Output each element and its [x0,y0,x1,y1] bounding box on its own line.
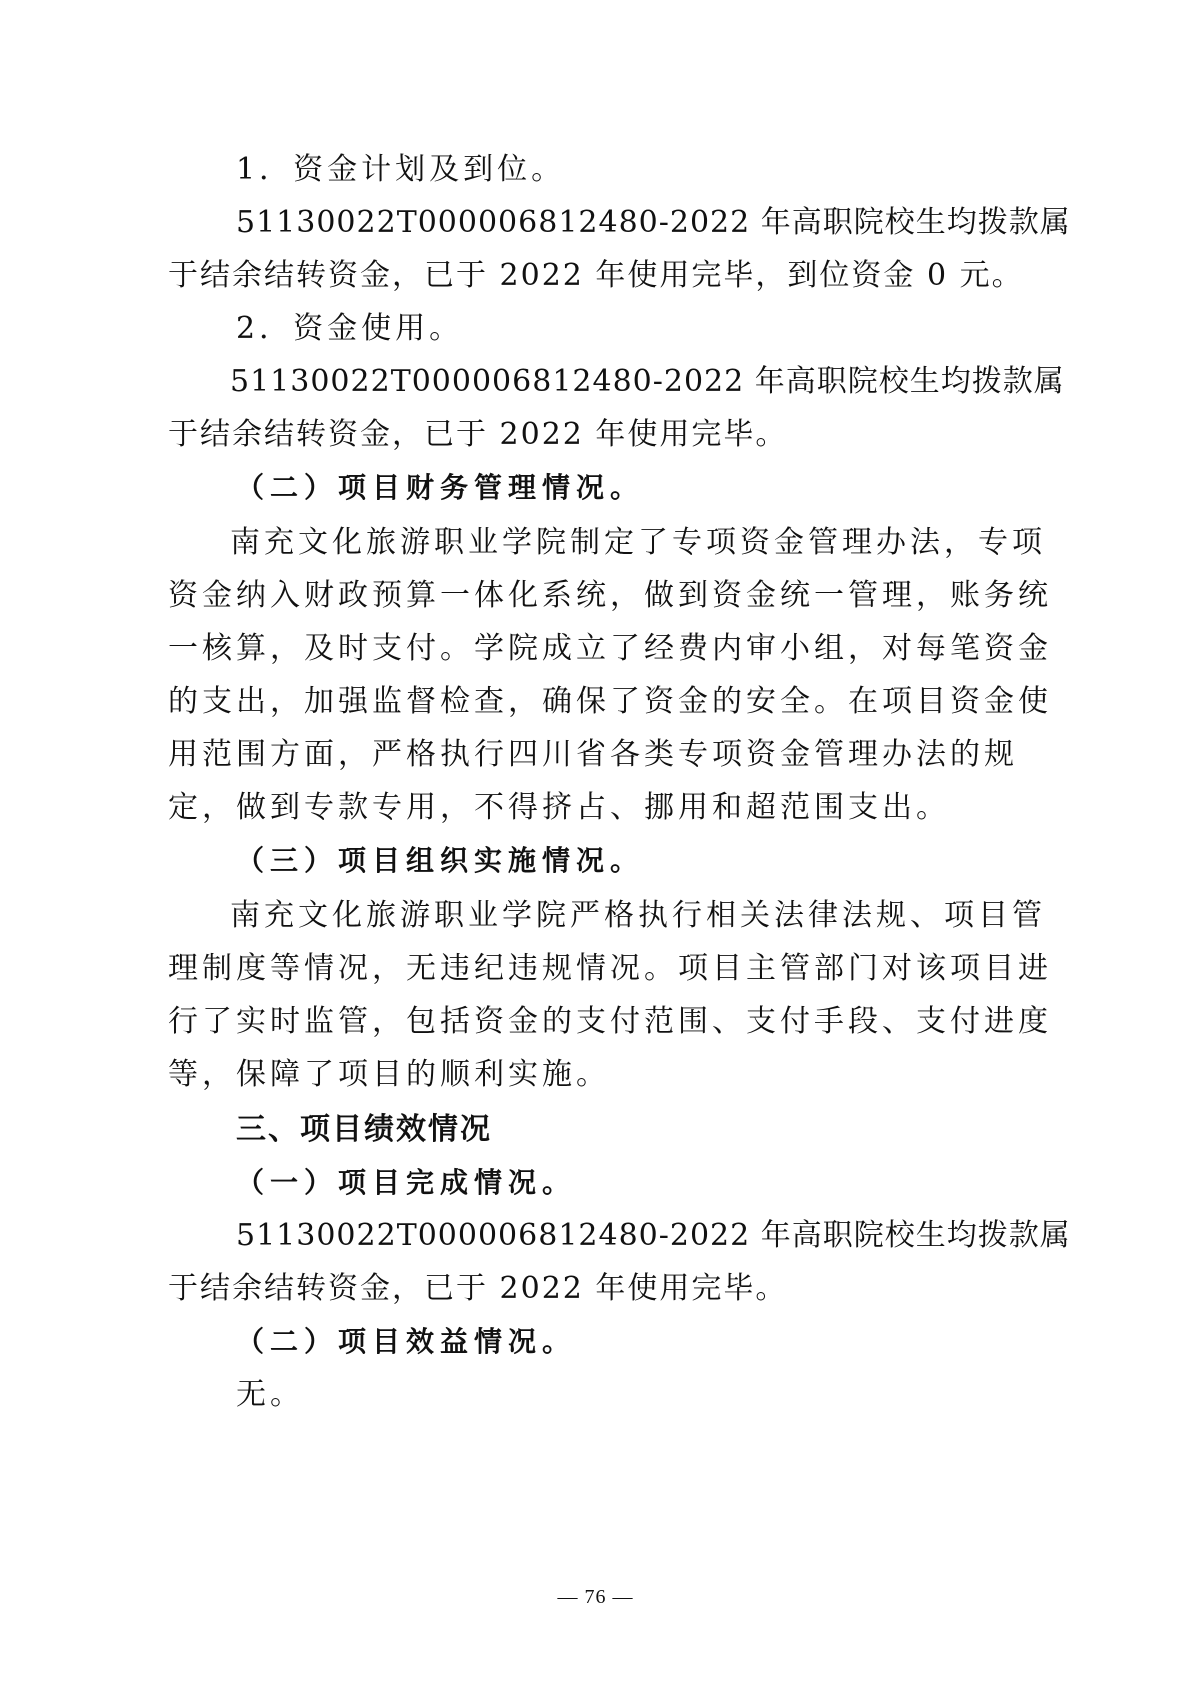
section-heading-implementation: （三）项目组织实施情况。 [236,844,645,877]
paragraph-fund-plan-line-2: 于结余结转资金，已于 2022 年使用完毕，到位资金 0 元。 [168,258,1024,293]
paragraph-fund-use-line-2: 于结余结转资金，已于 2022 年使用完毕。 [168,417,788,452]
paragraph-fund-use-title: 2．资金使用。 [236,311,464,346]
paragraph-financial-line-4: 的支出，加强监督检查，确保了资金的安全。在项目资金使 [168,684,1052,719]
paragraph-implementation-line-1: 南充文化旅游职业学院严格执行相关法律法规、项目管 [230,898,1046,933]
paragraph-completion-line-1: 51130022T000006812480-2022 年高职院校生均拨款属 [236,1218,1071,1253]
paragraph-financial-line-3: 一核算，及时支付。学院成立了经费内审小组，对每笔资金 [168,631,1052,666]
page-number: — 76 — [557,1586,634,1608]
section-heading-benefits: （二）项目效益情况。 [236,1325,577,1358]
paragraph-fund-plan-line-1: 51130022T000006812480-2022 年高职院校生均拨款属 [236,205,1071,240]
paragraph-fund-plan-title: 1．资金计划及到位。 [236,152,566,187]
paragraph-implementation-line-3: 行了实时监管，包括资金的支付范围、支付手段、支付进度 [168,1004,1052,1039]
section-heading-performance: 三、项目绩效情况 [236,1112,492,1147]
paragraph-implementation-line-4: 等，保障了项目的顺利实施。 [168,1057,610,1092]
paragraph-financial-line-5: 用范围方面，严格执行四川省各类专项资金管理办法的规 [168,737,1018,772]
paragraph-financial-line-6: 定，做到专款专用，不得挤占、挪用和超范围支出。 [168,790,950,825]
section-heading-completion: （一）项目完成情况。 [236,1166,577,1199]
paragraph-benefits: 无。 [236,1377,304,1412]
paragraph-financial-line-1: 南充文化旅游职业学院制定了专项资金管理办法，专项 [230,525,1046,560]
section-heading-financial-management: （二）项目财务管理情况。 [236,471,645,504]
paragraph-implementation-line-2: 理制度等情况，无违纪违规情况。项目主管部门对该项目进 [168,951,1052,986]
paragraph-completion-line-2: 于结余结转资金，已于 2022 年使用完毕。 [168,1271,788,1306]
paragraph-fund-use-line-1: 51130022T000006812480-2022 年高职院校生均拨款属 [230,364,1065,399]
paragraph-financial-line-2: 资金纳入财政预算一体化系统，做到资金统一管理，账务统 [168,578,1052,613]
